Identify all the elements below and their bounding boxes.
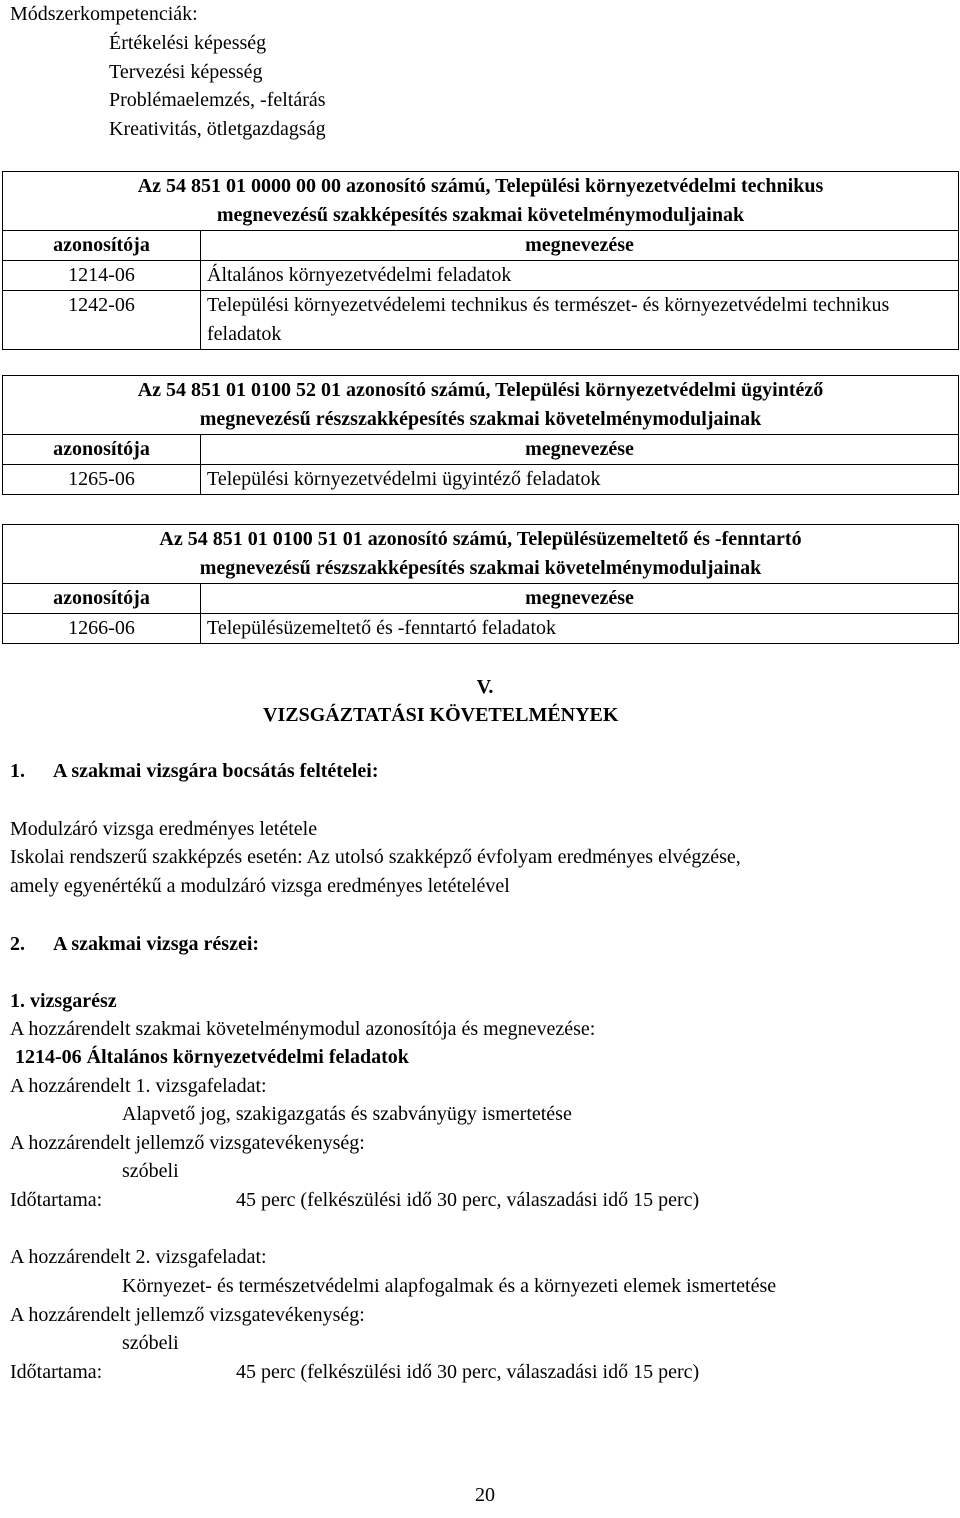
module-id: 1265-06 (3, 465, 201, 495)
paragraph-line: Iskolai rendszerű szakképzés esetén: Az utolsó szakképző évfolyam eredményes elvégzése, (10, 846, 741, 868)
section-title: VIZSGÁZTATÁSI KÖVETELMÉNYEK (263, 704, 619, 726)
module-name: Települési környezetvédelemi technikus és természet- és környezetvédelmi technikus feladatok (201, 291, 959, 350)
subsection-number: 1. (10, 760, 25, 782)
subsection-heading: A szakmai vizsgára bocsátás feltételei: (53, 760, 379, 782)
activity-label: A hozzárendelt jellemző vizsgatevékenység: (10, 1304, 365, 1326)
subsection-number: 2. (10, 933, 25, 955)
table-title-line: megnevezésű szakképesítés szakmai követelménymoduljainak (216, 204, 745, 226)
table-title (3, 172, 959, 231)
activity-value: szóbeli (122, 1332, 179, 1354)
duration-label: Időtartama: (10, 1189, 103, 1211)
assigned-module-label: A hozzárendelt szakmai követelménymodul azonosítója és megnevezése: (10, 1018, 596, 1040)
column-header-id: azonosítója (3, 584, 201, 614)
competency-item: Kreativitás, ötletgazdagság (109, 118, 326, 140)
duration-label: Időtartama: (10, 1361, 103, 1383)
subsection-heading: A szakmai vizsga részei: (53, 933, 260, 955)
competency-item: Tervezési képesség (109, 61, 263, 83)
table-row (3, 465, 959, 495)
exam-part-heading: 1. vizsgarész (10, 990, 117, 1012)
task-label: A hozzárendelt 1. vizsgafeladat: (10, 1075, 267, 1097)
module-id: 1214-06 (3, 261, 201, 291)
column-header-name: megnevezése (201, 435, 959, 465)
module-table-3 (2, 524, 959, 644)
column-header-name: megnevezése (201, 231, 959, 261)
activity-value: szóbeli (122, 1160, 179, 1182)
task-text: Környezet- és természetvédelmi alapfogalmak és a környezeti elemek ismertetése (122, 1275, 777, 1297)
table-title-line: Az 54 851 01 0100 52 01 azonosító számú, Települési környezetvédelmi ügyintéző (137, 379, 824, 401)
module-id: 1242-06 (3, 291, 201, 350)
task-label: A hozzárendelt 2. vizsgafeladat: (10, 1246, 267, 1268)
module-table-1 (2, 171, 959, 350)
page-number: 20 (475, 1484, 495, 1506)
assigned-module: 1214-06 Általános környezetvédelmi feladatok (15, 1046, 409, 1068)
activity-label: A hozzárendelt jellemző vizsgatevékenység: (10, 1132, 365, 1154)
table-title-line: megnevezésű részszakképesítés szakmai követelménymoduljainak (199, 408, 762, 430)
table-title-line: Az 54 851 01 0100 51 01 azonosító számú, Településüzemeltető és -fenntartó (159, 528, 802, 550)
duration-value: 45 perc (felkészülési idő 30 perc, válaszadási idő 15 perc) (236, 1361, 700, 1383)
column-header-id: azonosítója (3, 435, 201, 465)
paragraph-line: Modulzáró vizsga eredményes letétele (10, 818, 318, 840)
column-header-id: azonosítója (3, 231, 201, 261)
table-title-line: megnevezésű részszakképesítés szakmai követelménymoduljainak (199, 557, 762, 579)
task-text: Alapvető jog, szakigazgatás és szabványügy ismertetése (122, 1103, 572, 1125)
table-title (3, 525, 959, 584)
competencies-heading: Módszerkompetenciák: (10, 3, 198, 25)
column-header-name: megnevezése (201, 584, 959, 614)
duration-value: 45 perc (felkészülési idő 30 perc, válaszadási idő 15 perc) (236, 1189, 700, 1211)
module-table-2 (2, 375, 959, 495)
module-id: 1266-06 (3, 614, 201, 644)
paragraph-line: amely egyenértékű a modulzáró vizsga eredményes letételével (10, 875, 510, 897)
table-title (3, 376, 959, 435)
section-number: V. (476, 676, 494, 698)
module-name: Településüzemeltető és -fenntartó feladatok (201, 614, 959, 644)
competency-item: Problémaelemzés, -feltárás (109, 89, 326, 111)
table-row (3, 261, 959, 291)
module-name: Települési környezetvédelmi ügyintéző feladatok (201, 465, 959, 495)
table-row (3, 291, 959, 350)
table-row (3, 614, 959, 644)
table-title-line: Az 54 851 01 0000 00 00 azonosító számú, Települési környezetvédelmi technikus (137, 175, 824, 197)
module-name: Általános környezetvédelmi feladatok (201, 261, 959, 291)
competency-item: Értékelési képesség (109, 32, 267, 54)
